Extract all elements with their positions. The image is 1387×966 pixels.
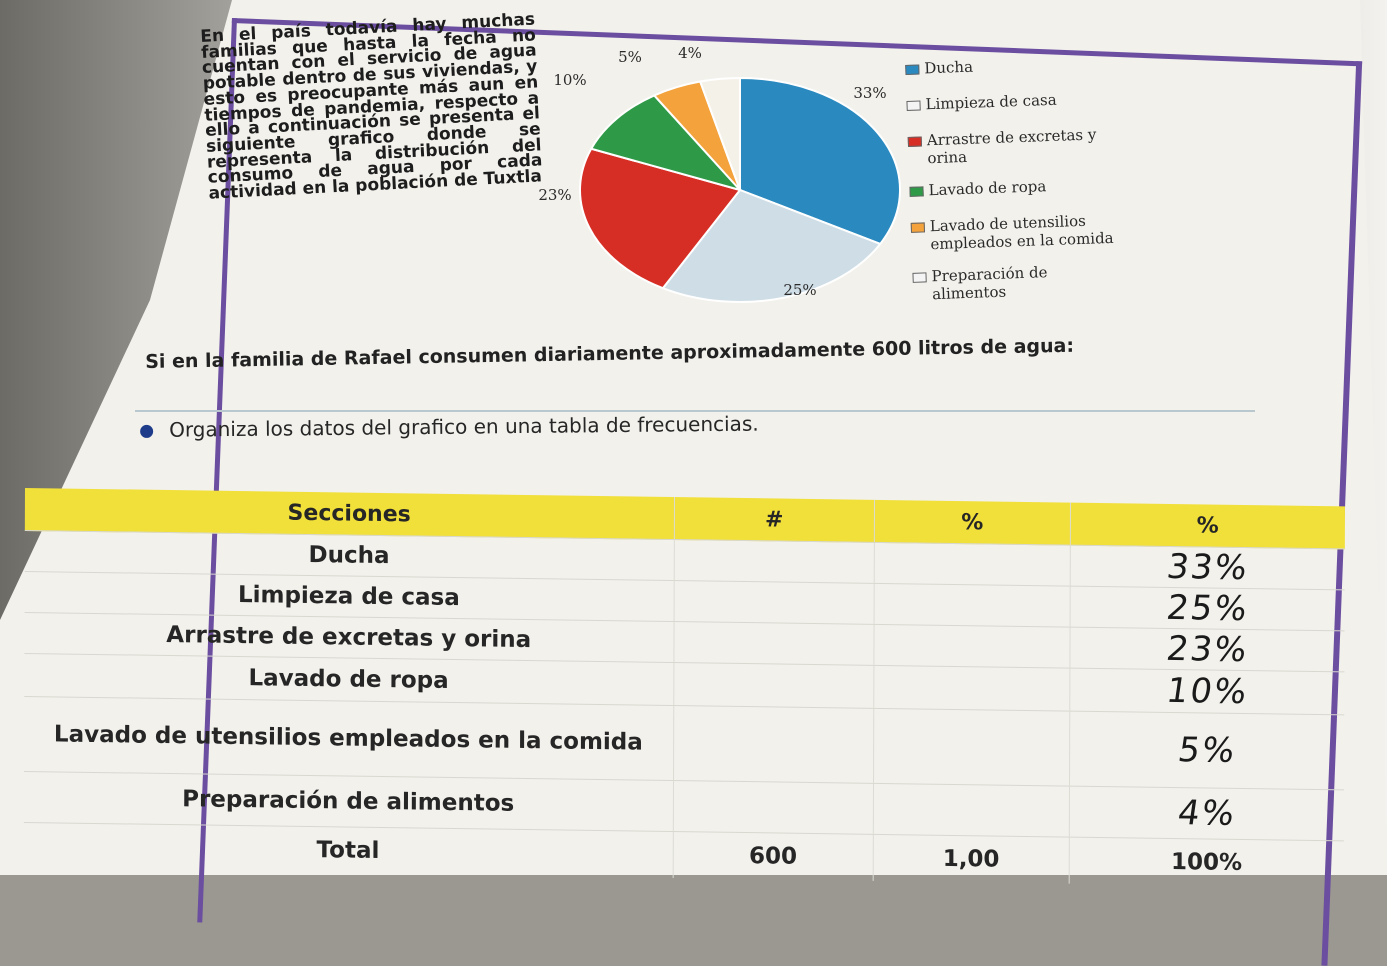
legend-label: Lavado de ropa xyxy=(928,177,1047,200)
section-cell: Lavado de utensilios empleados en la comida xyxy=(24,697,674,780)
bullet-icon xyxy=(140,425,153,438)
legend-swatch xyxy=(912,272,926,282)
count-cell xyxy=(674,540,875,583)
handwritten-pct-cell: 33% xyxy=(1163,546,1252,589)
pct-cell xyxy=(874,784,1070,837)
pie-data-label: 23% xyxy=(538,186,572,204)
intro-paragraph: En el país todavía hay muchas familias que hasta la fecha no cuentan con el servicio de agua potable dentro de sus viviendas, y esto es preocupante más aun en tiempos de pandemia, respecto a ello a continuación se presenta el siguiente grafico donde se representa la distribución del consumo de agua por cada actividad en la población de Tuxtla xyxy=(199,9,543,204)
handwritten-pct-cell: 23% xyxy=(1163,628,1251,671)
pie-data-label: 25% xyxy=(783,281,817,299)
legend-item xyxy=(908,125,1109,168)
task-instruction xyxy=(140,412,759,442)
legend-swatch xyxy=(909,186,923,196)
pie-data-label: 10% xyxy=(553,71,587,89)
legend-swatch xyxy=(911,222,925,232)
total-label-cell: Total xyxy=(24,823,674,878)
section-cell: Ducha xyxy=(25,531,675,580)
section-cell: Lavado de ropa xyxy=(24,654,674,705)
pct-cell xyxy=(874,666,1070,711)
pie-data-label: 4% xyxy=(678,44,702,62)
count-cell xyxy=(674,622,875,665)
legend-swatch xyxy=(906,100,920,110)
header-cell: Secciones xyxy=(25,488,675,539)
legend-swatch xyxy=(905,65,919,75)
pct-cell xyxy=(874,625,1070,668)
pct-cell xyxy=(875,584,1071,627)
legend-label: Ducha xyxy=(923,57,974,78)
header-cell: % xyxy=(1196,512,1219,539)
handwritten-pct-cell: 10% xyxy=(1163,670,1251,713)
pie-data-label: 5% xyxy=(618,48,642,66)
legend-label: Lavado de utensilios empleados en la comida xyxy=(929,211,1114,254)
header-cell: % xyxy=(875,500,1071,545)
section-cell: Preparación de alimentos xyxy=(24,772,674,831)
section-cell: Arrastre de excretas y orina xyxy=(24,613,674,662)
count-cell xyxy=(674,581,875,624)
legend-item xyxy=(905,50,1205,78)
legend-item xyxy=(912,262,1073,304)
count-cell xyxy=(673,781,874,834)
task-text: Organiza los datos del grafico en una tabla de frecuencias. xyxy=(168,411,759,442)
legend-item xyxy=(906,86,1206,114)
handwritten-pct-cell: 5% xyxy=(1175,730,1239,771)
chart-legend xyxy=(905,50,1214,318)
pct-cell xyxy=(874,709,1070,786)
frequency-table xyxy=(24,488,1345,887)
legend-label: Limpieza de casa xyxy=(925,90,1057,114)
pie-data-label: 33% xyxy=(853,84,887,102)
pct-cell xyxy=(875,543,1071,586)
total-count-cell: 600 xyxy=(673,832,874,881)
legend-label: Preparación de alimentos xyxy=(931,263,1048,304)
total-handwritten-cell: 100% xyxy=(1170,849,1243,876)
section-cell: Limpieza de casa xyxy=(25,572,675,621)
legend-item xyxy=(911,209,1162,254)
handwritten-pct-cell: 4% xyxy=(1174,793,1239,834)
count-cell xyxy=(674,663,875,708)
legend-item xyxy=(909,171,1209,199)
total-pct-cell: 1,00 xyxy=(874,835,1070,884)
legend-swatch xyxy=(908,136,922,146)
count-cell xyxy=(674,706,875,783)
handwritten-pct-cell: 25% xyxy=(1163,587,1252,630)
question-text: Si en la familia de Rafael consumen diariamente aproximadamente 600 litros de agua: xyxy=(145,334,1075,373)
legend-label: Arrastre de excretas y orina xyxy=(926,125,1097,168)
header-cell: # xyxy=(674,497,875,542)
